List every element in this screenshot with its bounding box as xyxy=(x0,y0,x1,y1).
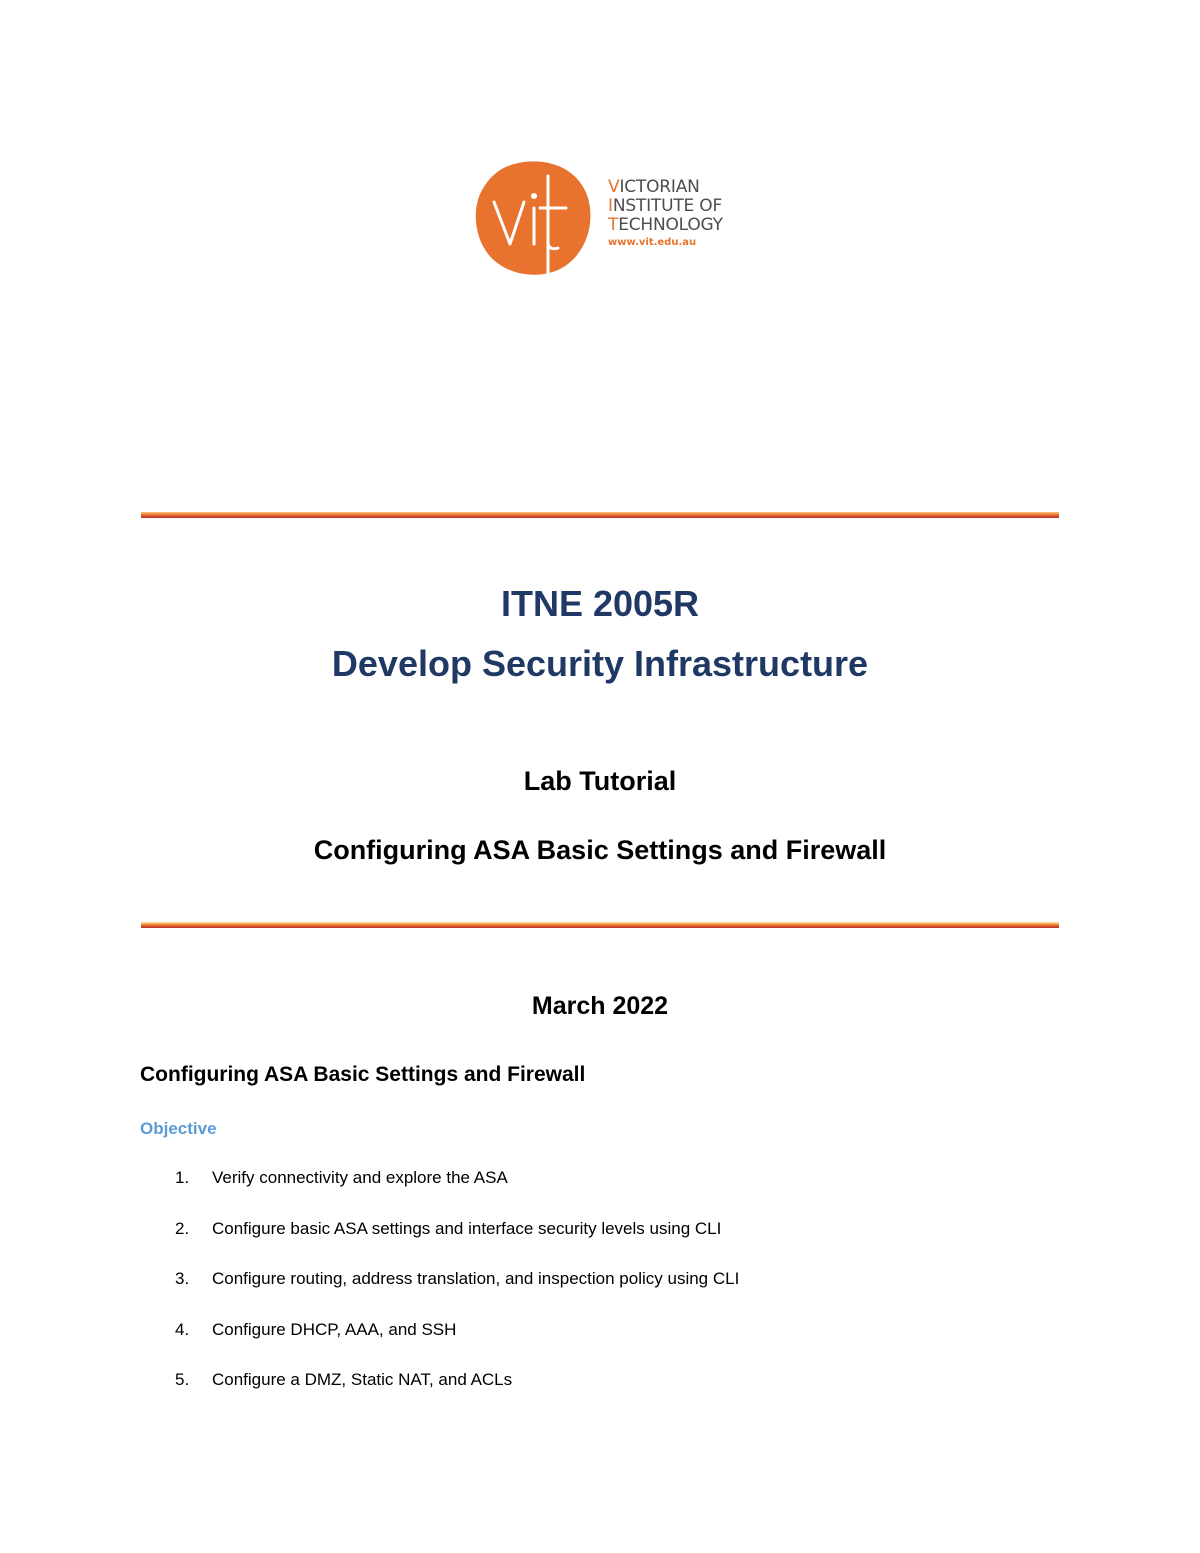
course-code: ITNE 2005R xyxy=(500,583,700,624)
document-subtitle: Configuring ASA Basic Settings and Firewall xyxy=(313,835,887,865)
logo-line-2: INSTITUTE OF xyxy=(608,196,723,216)
list-item-number: 5. xyxy=(175,1370,190,1389)
logo-line-1: VICTORIAN xyxy=(608,177,700,197)
institute-logo xyxy=(474,158,724,276)
list-item xyxy=(140,1318,1060,1369)
document-type: Lab Tutorial xyxy=(523,766,677,796)
list-item-number: 3. xyxy=(175,1269,190,1288)
list-item-number: 4. xyxy=(175,1319,190,1339)
list-item-text: Configure routing, address translation, and inspection policy using CLI xyxy=(212,1269,740,1288)
objective-heading: Objective xyxy=(140,1119,217,1138)
list-item xyxy=(140,1217,1060,1268)
list-item-number: 1. xyxy=(175,1168,190,1187)
logo-line-3: TECHNOLOGY xyxy=(608,215,723,235)
divider-bottom xyxy=(141,922,1059,928)
document-date: March 2022 xyxy=(531,992,669,1020)
list-item xyxy=(140,1166,1060,1217)
list-item-text: Configure DHCP, AAA, and SSH xyxy=(212,1319,457,1339)
logo-url: www.vit.edu.au xyxy=(608,237,697,248)
vit-logo-mark-icon xyxy=(474,158,592,276)
divider-top xyxy=(141,512,1059,518)
list-item xyxy=(140,1368,1060,1419)
objectives-list xyxy=(140,1166,1060,1419)
list-item xyxy=(140,1267,1060,1318)
logo-wordmark xyxy=(608,178,728,250)
list-item-text: Configure a DMZ, Static NAT, and ACLs xyxy=(212,1370,513,1389)
list-item-text: Verify connectivity and explore the ASA xyxy=(212,1168,508,1187)
section-heading: Configuring ASA Basic Settings and Firewall xyxy=(140,1063,586,1086)
list-item-text: Configure basic ASA settings and interface security levels using CLI xyxy=(212,1218,722,1238)
list-item-number: 2. xyxy=(175,1218,190,1238)
course-title: Develop Security Infrastructure xyxy=(331,643,869,684)
